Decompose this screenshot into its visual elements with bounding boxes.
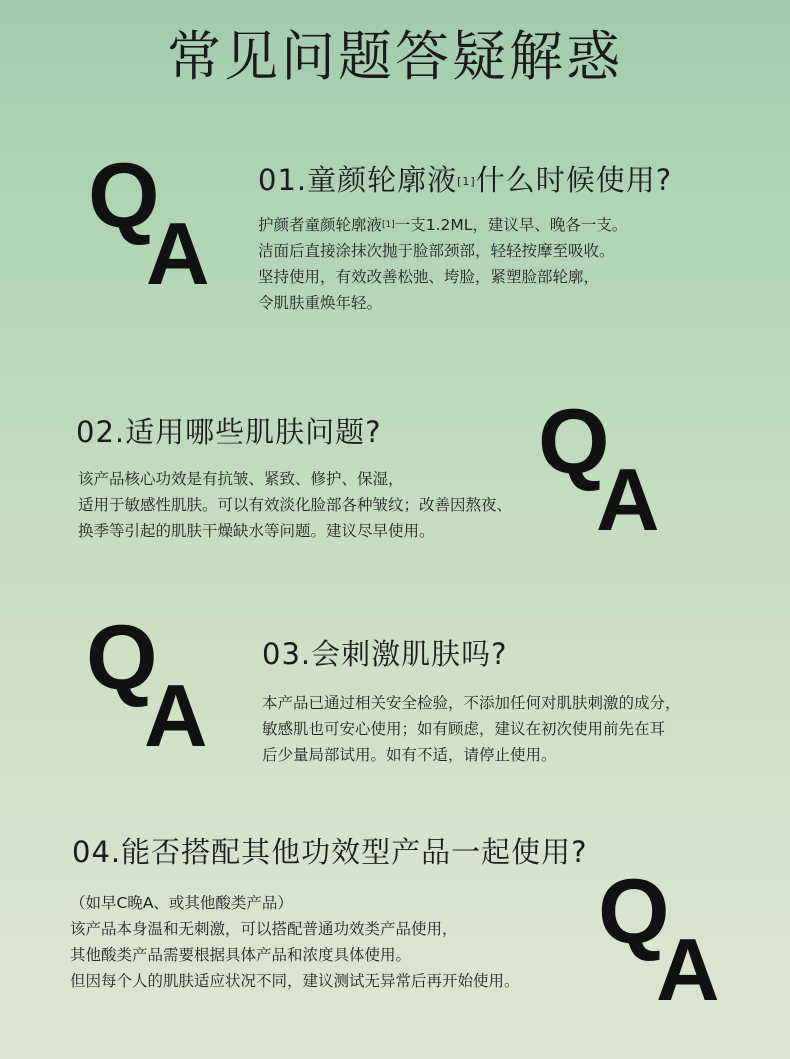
- qa-logo-q: Q: [538, 391, 610, 493]
- answer-4-line-3: 其他酸类产品需要根据具体产品和浓度具体使用。: [70, 946, 412, 964]
- qa-logo-1: [88, 145, 228, 303]
- answer-2-line-2: 适用于敏感性肌肤。可以有效淡化脸部各种皱纹；改善因熬夜、: [78, 496, 513, 514]
- question-2-number: 02.: [76, 415, 126, 449]
- qa-logo-4: [598, 861, 738, 1019]
- answer-2-line-1: 该产品核心功效是有抗皱、紧致、修护、保湿，: [78, 470, 404, 488]
- qa-logo-3: [86, 607, 226, 765]
- question-1-number: 01.: [258, 163, 308, 197]
- answer-2-line-3: 换季等引起的肌肤干燥缺水等问题。建议尽早使用。: [78, 522, 435, 540]
- answer-3-line-2: 敏感肌也可安心使用；如有顾虑，建议在初次使用前先在耳: [262, 720, 666, 738]
- question-1-ref: [1]: [457, 175, 476, 188]
- answer-1-ref: [1]: [382, 220, 395, 230]
- qa-logo-a: A: [596, 450, 660, 549]
- question-2: [76, 414, 382, 450]
- question-1-product: 童颜轮廓液: [307, 163, 458, 197]
- question-4-text: 能否搭配其他功效型产品一起使用?: [121, 835, 588, 869]
- answer-2: [78, 466, 512, 544]
- answer-3-line-3: 后少量局部试用。如有不适，请停止使用。: [262, 746, 557, 764]
- qa-logo-q: Q: [86, 607, 158, 709]
- answer-1-line-4: 令肌肤重焕年轻。: [258, 294, 383, 312]
- question-1: [258, 162, 672, 198]
- answer-1: [258, 212, 627, 316]
- qa-logo-q: Q: [598, 861, 670, 963]
- answer-4: [70, 890, 520, 994]
- qa-logo-2: [538, 391, 678, 549]
- answer-4-line-2: 该产品本身温和无刺激，可以搭配普通功效类产品使用，: [70, 920, 458, 938]
- question-4-number: 04.: [72, 835, 122, 869]
- qa-logo-a: A: [146, 204, 210, 303]
- answer-3: [262, 690, 681, 768]
- answer-1-line-1-pre: 护颜者童颜轮廓液: [258, 216, 383, 234]
- question-2-text: 适用哪些肌肤问题?: [125, 415, 382, 449]
- answer-3-line-1: 本产品已通过相关安全检验，不添加任何对肌肤刺激的成分，: [262, 694, 681, 712]
- question-3: [262, 636, 508, 672]
- qa-logo-q: Q: [88, 145, 160, 247]
- question-4: [72, 834, 588, 870]
- question-3-text: 会刺激肌肤吗?: [311, 637, 508, 671]
- question-3-number: 03.: [262, 637, 312, 671]
- question-1-text: 什么时候使用?: [475, 163, 673, 197]
- answer-1-line-3: 坚持使用，有效改善松弛、垮脸，紧塑脸部轮廓，: [258, 268, 600, 286]
- answer-1-line-1: [258, 212, 627, 238]
- qa-logo-a: A: [144, 666, 208, 765]
- answer-4-line-4: 但因每个人的肌肤适应状况不同，建议测试无异常后再开始使用。: [70, 972, 520, 990]
- qa-logo-a: A: [656, 920, 720, 1019]
- answer-1-line-2: 洁面后直接涂抹次抛于脸部颈部，轻轻按摩至吸收。: [258, 242, 615, 260]
- page-title: 常见问题答疑解惑: [167, 25, 623, 88]
- answer-1-line-1-post: 一支1.2ML，建议早、晚各一支。: [394, 216, 628, 234]
- answer-4-line-1: （如早C晚A、或其他酸类产品）: [70, 894, 293, 912]
